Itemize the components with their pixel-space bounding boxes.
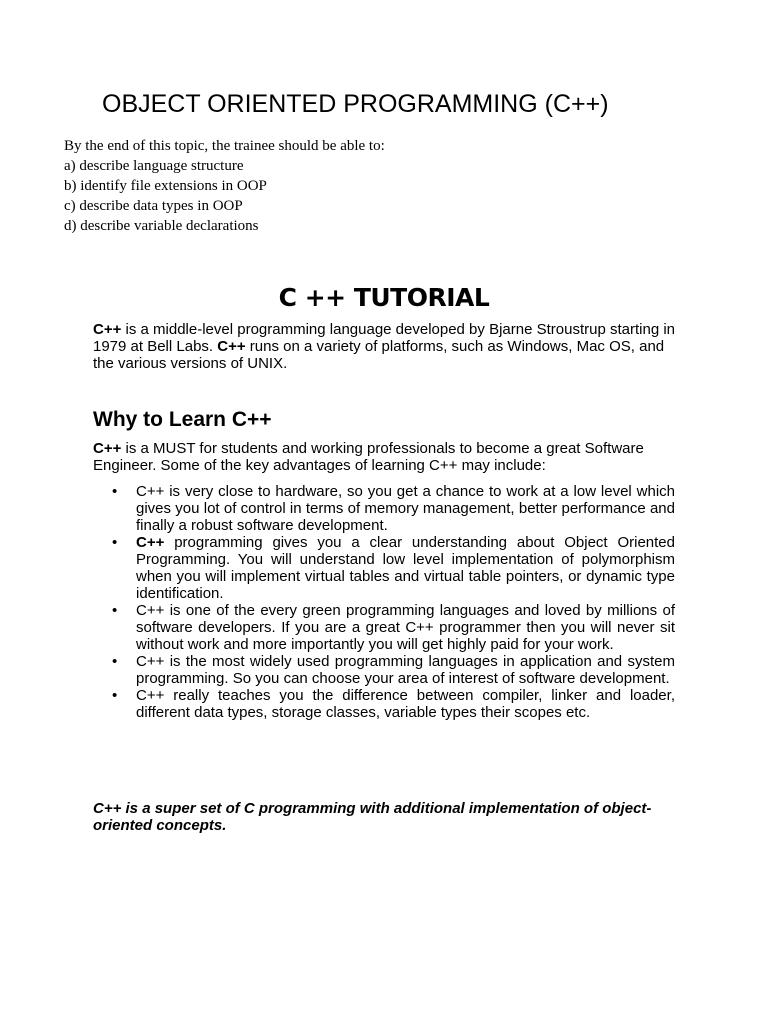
objective-item: d) describe variable declarations <box>64 218 259 234</box>
bullet-icon: • <box>112 653 118 670</box>
objectives-intro: By the end of this topic, the trainee should be able to: <box>64 138 385 154</box>
bullet-icon: • <box>112 534 118 551</box>
intro-bold-term: C++ <box>93 321 122 338</box>
list-item <box>112 534 675 602</box>
list-item-text: programming gives you a clear understanding about Object Oriented Programming. You will understand low level implementation of polymorphism when you will implement virtual tables and virtual table pointers, or dynamic type identification. <box>136 534 675 602</box>
section-heading-why-learn: Why to Learn C++ <box>93 408 272 431</box>
bullet-icon: • <box>112 602 118 619</box>
list-item-text: C++ really teaches you the difference between compiler, linker and loader, different data types, storage classes, variable types their scopes etc. <box>136 687 675 721</box>
bullet-icon: • <box>112 483 118 500</box>
why-intro-text: is a MUST for students and working professionals to become a great Software Engineer. Some of the key advantages of learning C++ may include: <box>93 440 644 474</box>
learning-objectives <box>64 136 385 236</box>
list-item-text: C++ is the most widely used programming languages in application and system programming. So you can choose your area of interest of software development. <box>136 653 675 687</box>
objective-item: a) describe language structure <box>64 158 244 174</box>
objective-item: c) describe data types in OOP <box>64 198 243 214</box>
intro-text: runs on a variety of platforms, such as Windows, Mac OS, and the various versions of UNIX. <box>93 338 665 372</box>
why-intro-paragraph <box>93 440 675 474</box>
bullet-icon: • <box>112 687 118 704</box>
list-item-text: C++ is very close to hardware, so you get a chance to work at a low level which gives you lot of control in terms of memory management, better performance and finally a robust software development. <box>136 483 675 534</box>
closing-statement: C++ is a super set of C programming with additional implementation of object-oriented concepts. <box>93 800 652 834</box>
list-item-bold: C++ <box>136 534 165 551</box>
page-title: OBJECT ORIENTED PROGRAMMING (C++) <box>102 90 609 118</box>
list-item <box>112 653 675 687</box>
why-bold-term: C++ <box>93 440 122 457</box>
intro-bold-term: C++ <box>217 338 246 355</box>
objective-item: b) identify file extensions in OOP <box>64 178 267 194</box>
advantages-list <box>112 483 675 721</box>
intro-text: is a middle-level programming language developed by Bjarne Stroustrup starting in 1979 at Bell Labs. <box>93 321 675 355</box>
list-item <box>112 483 675 534</box>
tutorial-title: C ++ TUTORIAL <box>278 283 490 312</box>
list-item-text: C++ is one of the every green programming languages and loved by millions of software developers. If you are a great C++ programmer then you will never sit without work and more importantly you will get highly paid for your work. <box>136 602 675 653</box>
list-item <box>112 687 675 721</box>
tutorial-intro-paragraph <box>93 321 675 372</box>
list-item <box>112 602 675 653</box>
